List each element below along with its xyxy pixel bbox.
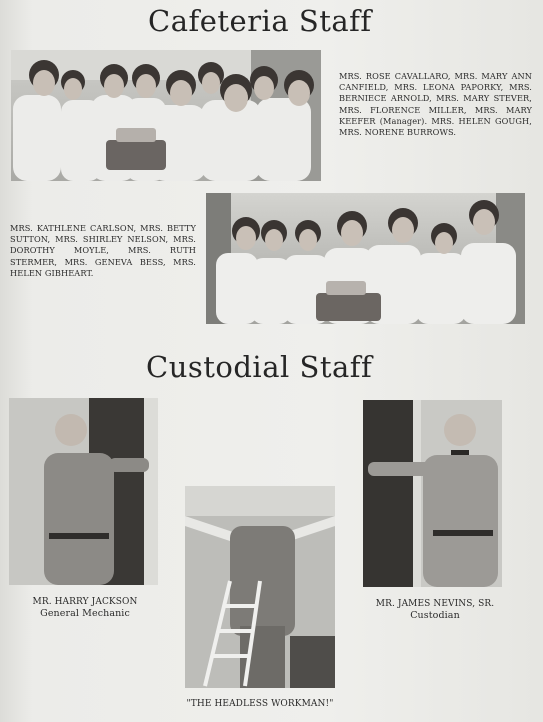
custodial-right-caption: [355, 599, 515, 621]
left-title: General Mechanic: [40, 608, 130, 620]
cafeteria-photo-1: [11, 50, 321, 181]
cafeteria-caption-bottom: MRS. KATHLENE CARLSON, MRS. BETTY SUTTON, MRS. SHIRLEY NELSON, MRS. DOROTHY MOYLE, MRS. RUTH STERMER, MRS. GENEVA BESS, MRS. HELEN GIBHEART.: [10, 223, 196, 278]
custodial-photo-right-image: [363, 400, 502, 587]
cafeteria-caption-top: MRS. ROSE CAVALLARO, MRS. MARY ANN CANFIELD, MRS. LEONA PAPORKY, MRS. BERNIECE ARNOLD, MRS. MARY STEVER, MRS. FLORENCE MILLER, MRS. MARY KEEFER (Manager). MRS. HELEN GOUGH, MRS. NORENE BURROWS.: [339, 71, 532, 138]
custodial-heading: Custodial Staff: [146, 350, 373, 384]
cafeteria-photo-2-image: [206, 193, 525, 324]
custodial-photo-center-image: [185, 486, 335, 688]
custodial-photo-right: [363, 400, 502, 587]
custodial-photo-left-image: [9, 398, 158, 585]
left-name: MR. HARRY JACKSON: [32, 597, 138, 607]
cafeteria-heading: Cafeteria Staff: [148, 4, 372, 38]
right-title: Custodian: [410, 610, 460, 622]
custodial-photo-left: [9, 398, 158, 585]
custodial-photo-center: [185, 486, 335, 688]
custodial-center-caption: "THE HEADLESS WORKMAN!": [186, 699, 334, 709]
cafeteria-photo-1-image: [11, 50, 321, 181]
right-name: MR. JAMES NEVINS, SR.: [375, 599, 495, 609]
custodial-left-caption: [5, 597, 165, 619]
cafeteria-photo-2: [206, 193, 525, 324]
